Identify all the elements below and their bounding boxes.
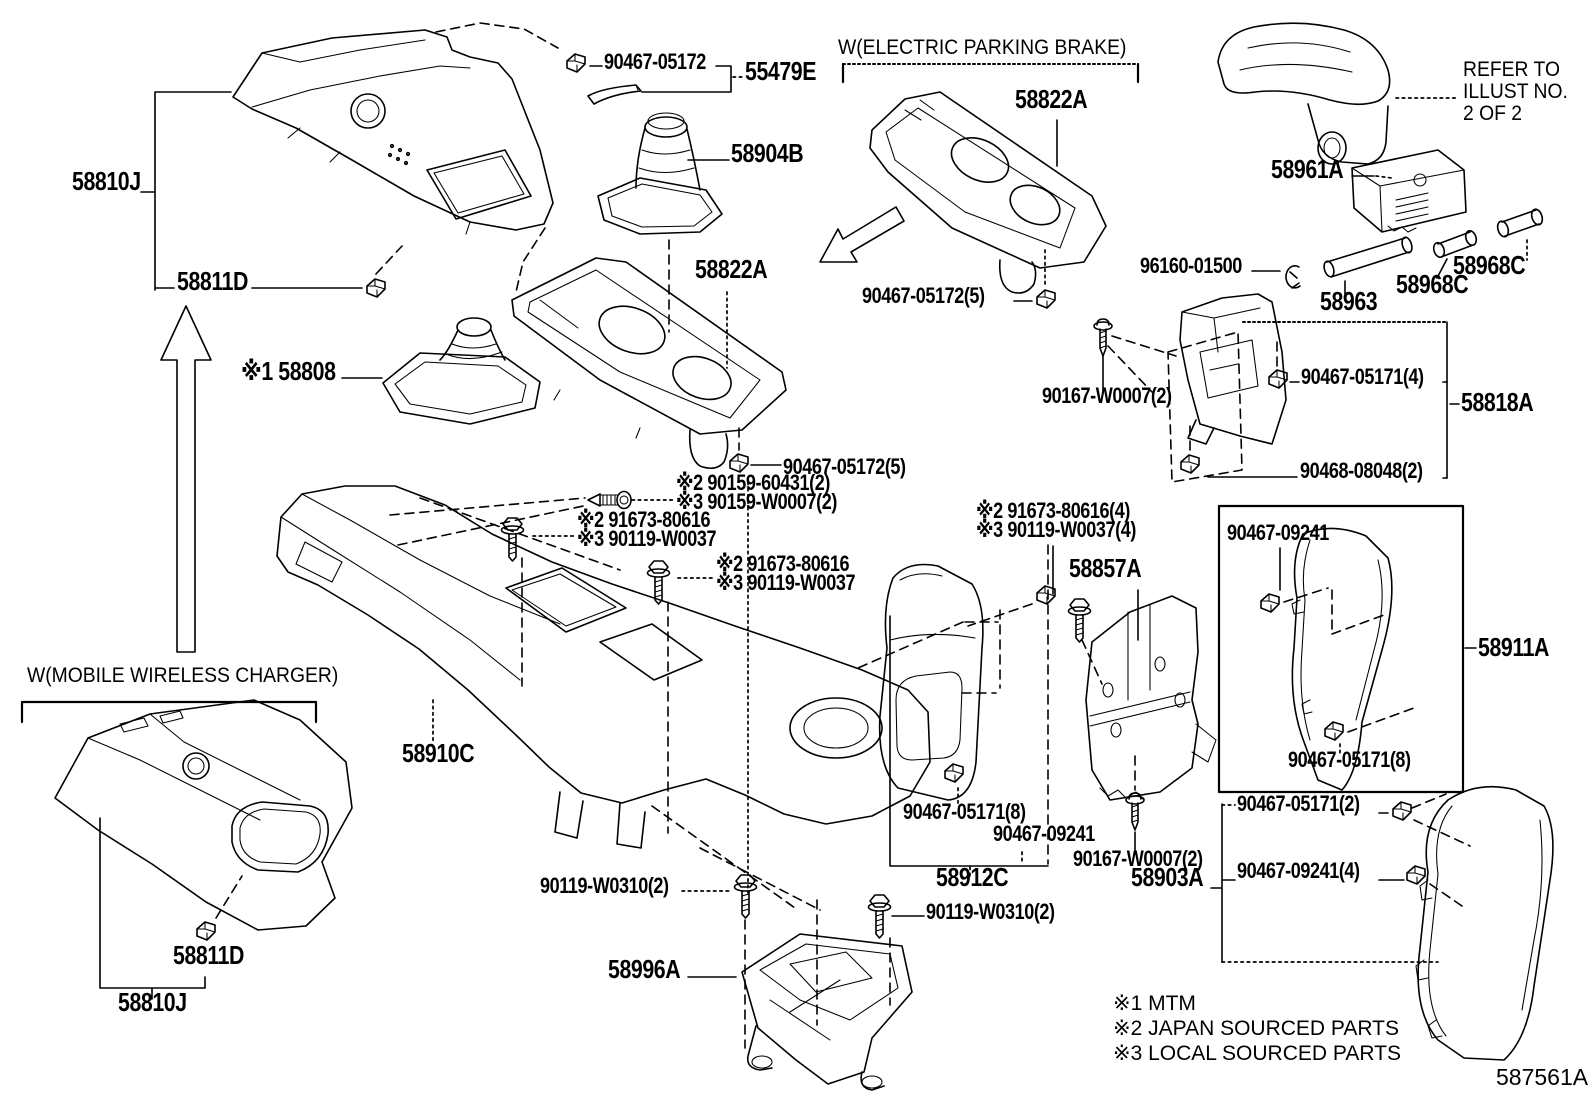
part-label-91673-80616-a: ※2 91673-80616 [577,507,711,532]
section-header-electric-parking-brake: W(ELECTRIC PARKING BRAKE) [838,36,1127,59]
part-label-90467-09241-4: 90467-09241(4) [1237,858,1360,883]
part-label-90468-08048: 90468-08048(2) [1300,458,1423,483]
part-label-90119-W0310-left: 90119-W0310(2) [540,873,669,898]
part-label-90467-09241-box: 90467-09241 [1227,520,1329,545]
part-label-90167-W0007-bot: 90167-W0007(2) [1073,846,1203,871]
part-drawing-58961A [1352,150,1466,232]
part-label-58810J-bottom: 58810J [118,987,187,1017]
part-label-58968C-upper: 58968C [1453,250,1526,280]
part-label-58822A-epb: 58822A [1015,84,1088,114]
part-label-58818A: 58818A [1461,387,1534,417]
part-label-91673-80616-4: ※2 91673-80616(4) [976,498,1131,523]
part-drawing-58996A [742,934,912,1090]
up-arrow [161,306,211,652]
part-label-90467-05172-5-center: 90467-05172(5) [783,454,906,479]
part-label-58811D-top: 58811D [177,266,249,296]
part-label-58968C-lower: 58968C [1396,269,1469,299]
part-label-58910C: 58910C [402,738,475,768]
legend-note-1: ※1 MTM [1113,992,1196,1015]
part-drawing-58822A-epb [870,92,1106,293]
part-label-90167-W0007-top: 90167-W0007(2) [1042,383,1172,408]
part-drawing-58810J-top [233,30,553,234]
part-drawing-58857A [1086,596,1216,800]
section-header-mobile-wireless-charger: W(MOBILE WIRELESS CHARGER) [27,664,339,687]
part-label-58904B: 58904B [731,138,804,168]
part-drawing-58818A [1180,294,1286,444]
part-drawing-armrest [1218,23,1390,164]
part-drawing-58904B [598,113,722,234]
part-label-90467-05171-2: 90467-05171(2) [1237,791,1360,816]
drawing-number: 587561A [1496,1064,1589,1090]
part-label-90119-W0037-4: ※3 90119-W0037(4) [976,517,1137,542]
leader-lines-58911A-box [1280,548,1476,754]
part-drawing-58822A-center [512,254,786,468]
part-label-90467-09241-mid: 90467-09241 [993,821,1095,846]
part-label-58810J-top: 58810J [72,166,141,196]
refer-note-line3: 2 OF 2 [1463,102,1523,125]
part-label-96160-01500: 96160-01500 [1140,253,1242,278]
part-drawing-58808 [383,318,540,424]
part-drawing-96160-retainer [1286,266,1300,288]
part-label-58961A: 58961A [1271,154,1344,184]
section-bracket-epb [843,64,1138,82]
part-label-58963: 58963 [1320,286,1378,316]
part-drawing-side-panel-bottom-right [1416,787,1553,1060]
part-label-58808: ※1 58808 [241,356,336,386]
part-label-58822A-center: 58822A [695,254,768,284]
part-label-58857A: 58857A [1069,553,1142,583]
part-drawing-55479E [588,85,641,104]
part-label-55479E: 55479E [745,56,817,86]
legend-note-3: ※3 LOCAL SOURCED PARTS [1113,1042,1401,1065]
part-label-90159-W0007: ※3 90159-W0007(2) [676,489,838,514]
part-label-58903A: 58903A [1131,862,1204,892]
part-label-90119-W0037-b: ※3 90119-W0037 [716,570,856,595]
part-label-90159-60431: ※2 90159-60431(2) [676,470,831,495]
part-label-91673-80616-b: ※2 91673-80616 [716,551,850,576]
part-label-90467-05172-5-epb: 90467-05172(5) [862,283,985,308]
part-label-90467-05171-8-mid: 90467-05171(8) [903,799,1026,824]
part-label-58996A: 58996A [608,954,681,984]
part-label-58911A: 58911A [1478,632,1550,662]
part-label-90119-W0310-right: 90119-W0310(2) [926,899,1055,924]
part-label-90119-W0037-a: ※3 90119-W0037 [577,526,717,551]
refer-note-line2: ILLUST NO. [1463,80,1568,103]
down-left-arrow [820,207,904,262]
part-label-90467-05171-8-box: 90467-05171(8) [1288,747,1411,772]
refer-note-line1: REFER TO [1463,58,1560,81]
legend-note-2: ※2 JAPAN SOURCED PARTS [1113,1017,1399,1040]
leader-lines-bottom-center [433,700,924,1048]
part-drawing-58912C [880,565,983,801]
part-label-58912C: 58912C [936,862,1009,892]
part-label-58811D-bottom: 58811D [173,940,245,970]
part-label-90467-05171-4: 90467-05171(4) [1301,364,1424,389]
part-label-90467-05172: 90467-05172 [604,49,706,74]
